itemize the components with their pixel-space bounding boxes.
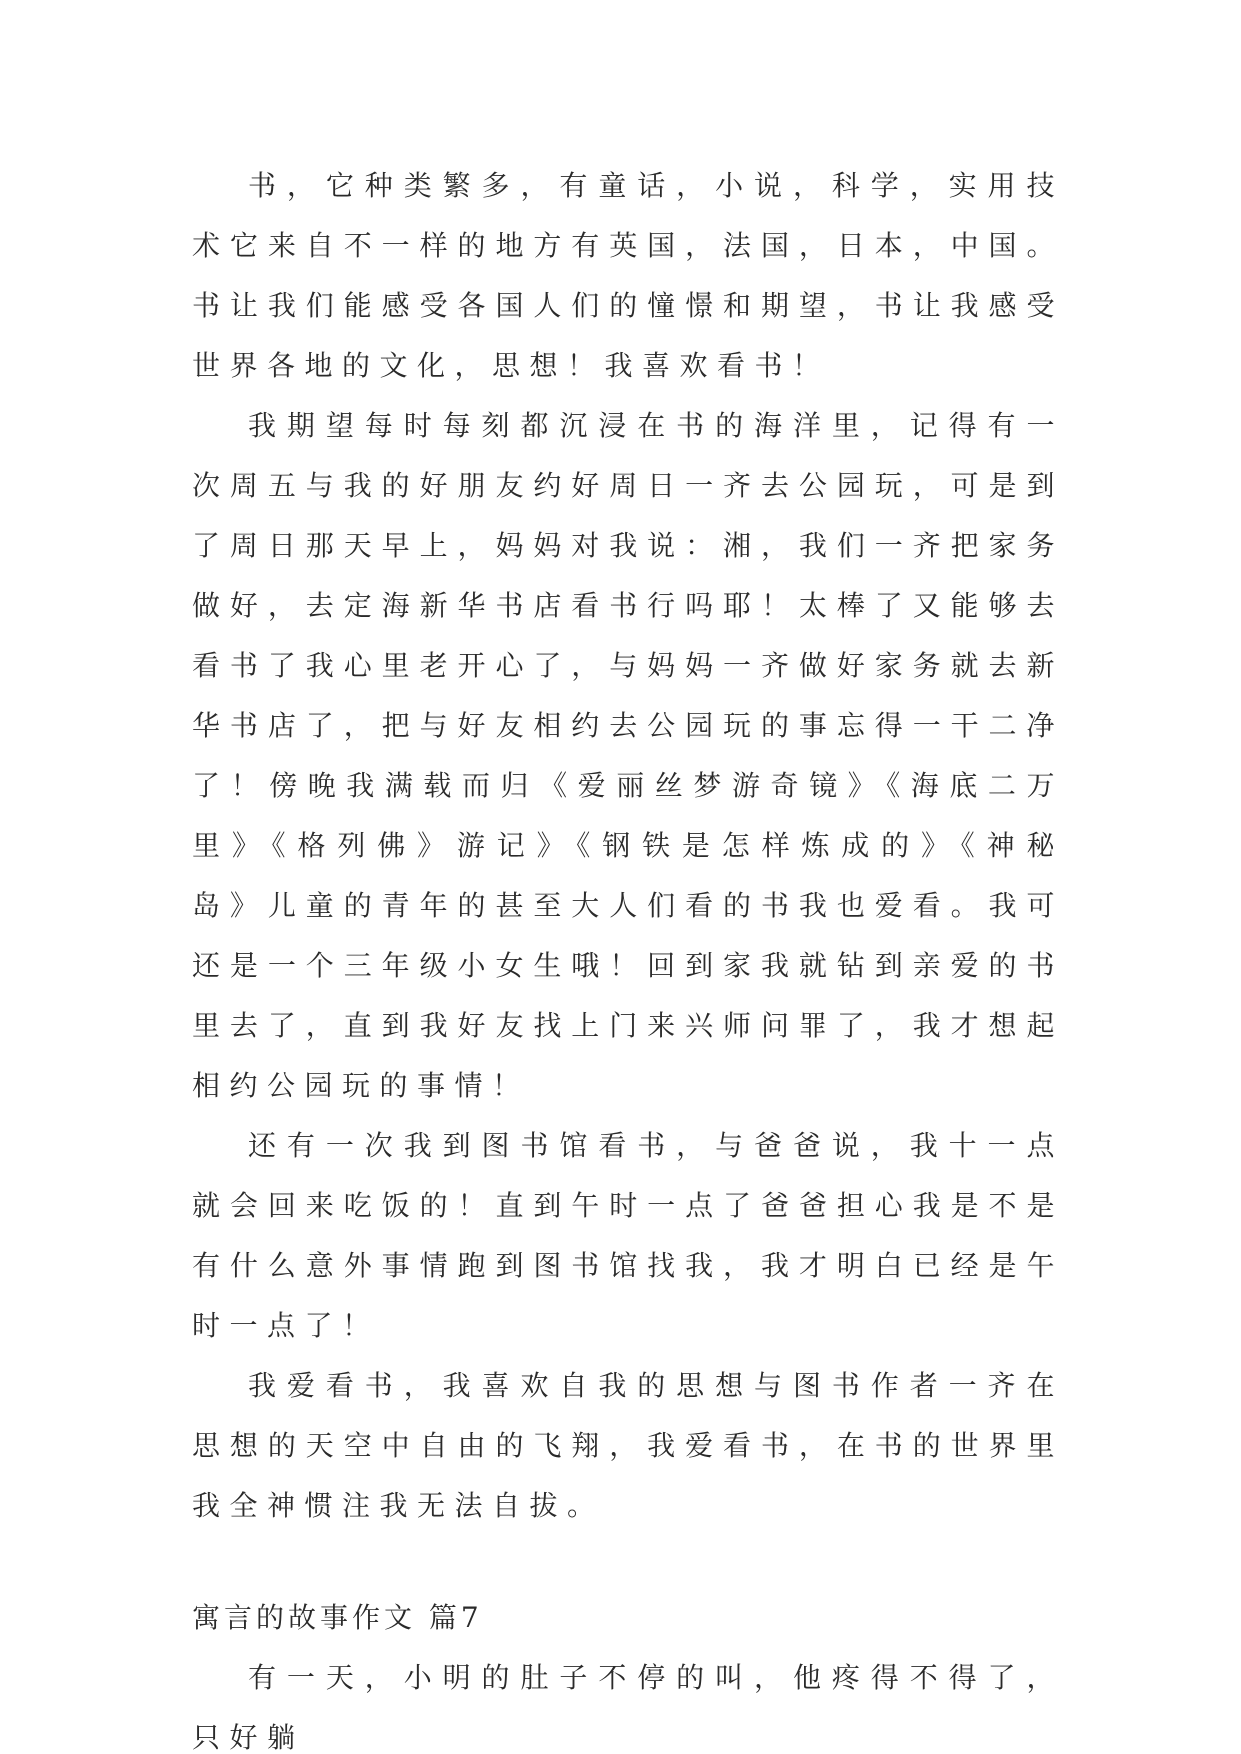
section-first-paragraph: 有一天，小明的肚子不停的叫，他疼得不得了，只好躺: [192, 1661, 1064, 1754]
paragraph-4: 我爱看书，我喜欢自我的思想与图书作者一齐在思想的天空中自由的飞翔，我爱看书，在书的世界里我全神惯注我无法自拔。: [192, 1369, 1064, 1522]
paragraph-1: 书，它种类繁多，有童话，小说，科学，实用技术它来自不一样的地方有英国，法国，日本，中国。书让我们能感受各国人们的憧憬和期望，书让我感受世界各地的文化，思想！我喜欢看书！: [192, 169, 1064, 382]
paragraph-3: 还有一次我到图书馆看书，与爸爸说，我十一点就会回来吃饭的！直到午时一点了爸爸担心我是不是有什么意外事情跑到图书馆找我，我才明白已经是午时一点了！: [192, 1129, 1064, 1342]
document-body: [192, 156, 1064, 1754]
paragraph-2: 我期望每时每刻都沉浸在书的海洋里，记得有一次周五与我的好朋友约好周日一齐去公园玩，可是到了周日那天早上，妈妈对我说：湘，我们一齐把家务做好，去定海新华书店看书行吗耶！太棒了又能够去看书了我心里老开心了，与妈妈一齐做好家务就去新华书店了，把与好友相约去公园玩的事忘得一干二净了！傍晚我满载而归《爱丽丝梦游奇镜》《海底二万里》《格列佛》游记》《钢铁是怎样炼成的》《神秘岛》儿童的青年的甚至大人们看的书我也爱看。我可还是一个三年级小女生哦！回到家我就钻到亲爱的书里去了，直到我好友找上门来兴师问罪了，我才想起相约公园玩的事情！: [192, 409, 1064, 1102]
section-heading: 寓言的故事作文 篇7: [192, 1601, 483, 1634]
